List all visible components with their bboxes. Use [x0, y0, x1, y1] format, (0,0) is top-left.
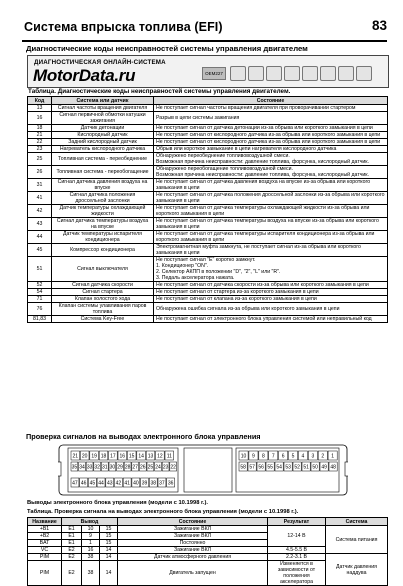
result-cell: 2.2-3.1 В	[268, 554, 326, 561]
code-cell: 54	[28, 289, 52, 296]
pin-number: 24	[155, 464, 161, 471]
ecu-signal-table	[27, 517, 388, 586]
system-cell: Топливная система - переобогащение	[52, 166, 154, 179]
col-header-code: Код	[28, 97, 52, 105]
signal-cell: Зажигание ВКЛ	[118, 533, 268, 540]
signal-cell: Постоянно	[118, 540, 268, 547]
pin-number: 4	[301, 453, 305, 460]
code-cell: 22	[28, 139, 52, 146]
state-cell: Не поступает сигнал "Е" коротко замкнут. 1. Кондиционер "ON". 2. Селектор АКПП в положении "D", "2", "L" или "R". 3. Педаль акселератора нажата.	[154, 257, 388, 282]
system-cell: Сигнал частоты вращения двигателя	[52, 105, 154, 112]
state-cell: Не поступает сигнал от датчика температуры охлаждающей жидкости из-за обрыва или короткого замыкания в цепи	[154, 205, 388, 218]
system-cell: Компрессор кондиционера	[52, 244, 154, 257]
system-cell: Сигнал датчика давления воздуха на впуске	[52, 179, 154, 192]
signal-cell: E1	[62, 526, 82, 533]
system-cell: Система питания	[326, 526, 388, 554]
pin-number: 47	[72, 480, 78, 487]
system-cell: Сигнал датчика положения дроссельной заслонки	[52, 192, 154, 205]
system-cell: Клапан системы улавливания паров топлива	[52, 303, 154, 316]
col-header-system: Система	[326, 518, 388, 526]
signal-cell: 16	[82, 547, 100, 554]
ecu-connector-diagram	[58, 444, 348, 496]
page-title: Система впрыска топлива (EFI)	[24, 20, 223, 34]
signal-cell: VC	[28, 547, 62, 554]
section2-title: Проверка сигналов на выводах электронного блока управления	[26, 432, 261, 441]
pin-number: 3	[311, 453, 315, 460]
page-header	[22, 18, 387, 42]
code-cell: 76	[28, 303, 52, 316]
state-cell: Обнаружено переобеднение топливовоздушной смеси. Возможная причина неисправности: давление топлива, форсунка, кислородный датчик.	[154, 153, 388, 166]
signal-cell: 14	[100, 547, 118, 554]
system-cell: Датчик детонации	[52, 125, 154, 132]
table-row	[28, 132, 388, 139]
state-cell: Не поступает сигнал от датчика температуры воздуха на впуске из-за обрыва или короткого замыкания в цепи	[154, 218, 388, 231]
signal-cell: 38	[82, 554, 100, 561]
pin-number: 9	[252, 453, 255, 460]
pin-number: 12	[157, 453, 163, 460]
col-header-name: Название	[28, 518, 62, 526]
signal-cell: Зажигание ВКЛ	[118, 526, 268, 533]
connector-caption: Выводы электронного блока управления (модели с 10.1998 г.).	[27, 500, 209, 506]
system-cell: Сигнал датчика скорости	[52, 282, 154, 289]
signal-cell: +B2	[28, 533, 62, 540]
state-cell: Не поступает сигнал от датчика температуры испарителя кондиционера из-за обрыва или короткого замыкания в цепи	[154, 231, 388, 244]
signal-cell: 14	[100, 554, 118, 561]
signal-cell: BAT	[28, 540, 62, 547]
diagnostic-codes-table	[27, 96, 388, 323]
pin-number: 52	[294, 464, 300, 471]
pin-number: 55	[267, 464, 273, 471]
state-cell: Не поступает сигнал от датчика положения дроссельной заслонки из-за обрыва или короткого замыкания в цепи	[154, 192, 388, 205]
state-cell: Не поступает сигнал частоты вращения двигателя при проворачивании стартером	[154, 105, 388, 112]
pin-number: 43	[106, 480, 113, 487]
pin-number: 36	[167, 480, 174, 487]
system-cell: Сигнал выключателя	[52, 257, 154, 282]
pin-number: 21	[72, 453, 79, 460]
state-cell: Обнаружена ошибка сигнала из-за обрыва или короткого замыкания в цепи	[154, 303, 388, 316]
page-number: 83	[371, 18, 387, 33]
signal-cell: 38	[82, 561, 100, 586]
pin-number: 25	[147, 464, 154, 471]
pin-number: 18	[100, 453, 107, 460]
signal-cell: 9	[82, 533, 100, 540]
signal-cell: E2	[62, 547, 82, 554]
code-cell: 43	[28, 218, 52, 231]
signal-cell: E1	[62, 533, 82, 540]
table-row	[28, 166, 388, 179]
car-icon	[284, 66, 300, 81]
pin-number: 42	[115, 480, 122, 487]
table-row	[28, 282, 388, 289]
code-cell: 21	[28, 132, 52, 139]
state-cell: Не поступает сигнал от датчика детонации из-за обрыва или короткого замыкания в цепи	[154, 125, 388, 132]
pin-number: 49	[321, 464, 327, 471]
table-row	[28, 289, 388, 296]
table-row	[28, 554, 388, 561]
pin-number: 31	[102, 464, 108, 471]
table1-caption: Таблица. Диагностические коды неисправностей системы управления двигателем.	[28, 88, 291, 95]
pin-number: 16	[119, 453, 126, 460]
code-cell: 44	[28, 231, 52, 244]
pin-number: 34	[79, 464, 85, 471]
battery-icon	[338, 66, 354, 81]
code-cell: 23	[28, 146, 52, 153]
pin-number: 8	[261, 453, 265, 460]
pin-number: 5	[291, 453, 295, 460]
system-cell: Сигнал стартера	[52, 289, 154, 296]
col-header-result: Результат	[268, 518, 326, 526]
table-row	[28, 316, 388, 323]
code-cell: 71	[28, 296, 52, 303]
signal-cell: Датчик атмосферного давления	[118, 554, 268, 561]
pin-number: 30	[109, 464, 116, 471]
col-header-pin: Вывод	[62, 518, 118, 526]
pin-number: 10	[240, 453, 247, 460]
state-cell: Не поступает сигнал от кислородного датчика из-за обрыва или короткого замыкания в цепи	[154, 132, 388, 139]
body-icon	[356, 66, 372, 81]
pin-number: 7	[271, 453, 275, 460]
table-row	[28, 205, 388, 218]
table-row	[28, 105, 388, 112]
signal-cell: 15	[100, 533, 118, 540]
state-cell: Обнаружено переобогащение топливовоздушной смеси. Возможная причина неисправности: давление топлива, форсунка, кислородный датчик.	[154, 166, 388, 179]
pin-number: 14	[138, 453, 144, 460]
table-row	[28, 296, 388, 303]
col-header-condition: Состояние	[118, 518, 268, 526]
code-cell: 13	[28, 105, 52, 112]
pin-number: 41	[124, 480, 130, 487]
code-cell: 18	[28, 125, 52, 132]
state-cell: Не поступает сигнал от клапана из-за короткого замыкания в цепи	[154, 296, 388, 303]
state-cell: Не поступает сигнал от датчика давления воздуха на впуске из-за обрыва или короткого замыкания в цепи	[154, 179, 388, 192]
section-title: Диагностические коды неисправностей системы управления двигателем	[26, 44, 308, 53]
pin-number: 44	[98, 480, 104, 487]
motordata-banner	[27, 55, 389, 88]
pin-number: 51	[303, 464, 309, 471]
pin-number: 6	[281, 453, 285, 460]
table-row	[28, 231, 388, 244]
pin-number: 37	[159, 480, 165, 487]
system-cell: Сигнал датчика температуры воздуха на впуске	[52, 218, 154, 231]
signal-cell: 15	[100, 540, 118, 547]
code-cell: 31	[28, 179, 52, 192]
state-cell: Не поступает сигнал от стартера из-за короткого замыкания в цепи	[154, 289, 388, 296]
table-row	[28, 244, 388, 257]
table2-caption: Таблица. Проверка сигнала на выводах электронного блока управления (модели с 10.1998 г.).	[27, 509, 299, 515]
pin-number: 13	[147, 453, 154, 460]
table-row	[28, 257, 388, 282]
state-cell: Электромагнитная муфта замкнута, не поступает сигнал из-за обрыва или короткого замыкания в цепи	[154, 244, 388, 257]
table-row	[28, 218, 388, 231]
signal-cell: 14	[100, 561, 118, 586]
system-cell: Топливная система - переобеднение	[52, 153, 154, 166]
table-row	[28, 153, 388, 166]
table-row	[28, 112, 388, 125]
code-cell: 52	[28, 282, 52, 289]
col-header-system: Система или датчик	[52, 97, 154, 105]
pin-number: 39	[141, 480, 148, 487]
signal-cell: PIM	[28, 554, 62, 561]
state-cell: Не поступает сигнал от датчика скорости из-за обрыва или короткого замыкания в цепи	[154, 282, 388, 289]
table-row	[28, 125, 388, 132]
system-cell: Клапан холостого хода	[52, 296, 154, 303]
pin-number: 53	[285, 464, 291, 471]
state-cell: Не поступает сигнал от электронного блока управления системой или неправильный код	[154, 316, 388, 323]
pin-number: 58	[240, 464, 246, 471]
pin-number: 48	[330, 464, 336, 471]
pin-number: 1	[331, 453, 335, 460]
result-cell: 12-14 В	[268, 526, 326, 547]
system-cell: Сигнал первичной обмотки катушки зажигания	[52, 112, 154, 125]
engine-icon	[248, 66, 264, 81]
signal-cell: 1	[82, 540, 100, 547]
pin-number: 19	[91, 453, 97, 460]
signal-cell: Двигатель запущен	[118, 561, 268, 586]
signal-cell: Зажигание ВКЛ	[118, 547, 268, 554]
pin-number: 27	[132, 464, 138, 471]
signal-cell: E1	[62, 540, 82, 547]
pin-number: 57	[249, 464, 255, 471]
pin-number: 38	[150, 480, 157, 487]
pin-number: 20	[81, 453, 88, 460]
banner-caption: ДИАГНОСТИЧЕСКАЯ ОНЛАЙН-СИСТЕМА	[34, 59, 166, 66]
tool-icon	[230, 66, 246, 81]
pin-number: 40	[133, 480, 139, 487]
signal-cell: E2	[62, 554, 82, 561]
pin-number: 50	[312, 464, 318, 471]
pin-number: 45	[89, 480, 96, 487]
pin-number: 2	[321, 453, 325, 460]
pin-number: 32	[94, 464, 100, 471]
system-cell: Кислородный датчик	[52, 132, 154, 139]
pin-number: 46	[80, 480, 87, 487]
pin-number: 29	[117, 464, 123, 471]
state-cell: Обрыв или короткое замыкание в цепи нагревателя кислородного датчика	[154, 146, 388, 153]
table-row	[28, 146, 388, 153]
pin-number: 56	[258, 464, 264, 471]
gear-icon	[266, 66, 282, 81]
wrench-icon	[302, 66, 318, 81]
result-cell: 4.5-5.5 В	[268, 547, 326, 554]
table-row	[28, 139, 388, 146]
oem-stamp: OEM227	[202, 67, 226, 80]
code-cell: 45	[28, 244, 52, 257]
system-cell: Задний кислородный датчик	[52, 139, 154, 146]
code-cell: 16	[28, 112, 52, 125]
state-cell: Разрыв в цепи системы зажигания	[154, 112, 388, 125]
table-row	[28, 192, 388, 205]
signal-cell: E2	[62, 561, 82, 586]
code-cell: 81,83	[28, 316, 52, 323]
result-cell: Изменяется в зависимости от положения акселератора	[268, 561, 326, 586]
pin-number: 17	[110, 453, 116, 460]
pin-number: 23	[162, 464, 169, 471]
table-row	[28, 303, 388, 316]
code-cell: 51	[28, 257, 52, 282]
signal-cell: +B1	[28, 526, 62, 533]
system-cell: Датчик температуры испарителя кондиционера	[52, 231, 154, 244]
wiring-icon	[320, 66, 336, 81]
table-row	[28, 526, 388, 533]
pin-number: 28	[124, 464, 131, 471]
table-row	[28, 179, 388, 192]
state-cell: Не поступает сигнал от кислородного датчика из-за обрыва или короткого замыкания в цепи	[154, 139, 388, 146]
signal-cell: 10	[82, 526, 100, 533]
pin-number: 33	[86, 464, 93, 471]
system-cell: Датчик температуры охлаждающей жидкости	[52, 205, 154, 218]
system-cell: Датчик давления наддува	[326, 554, 388, 586]
col-header-state: Состояние	[154, 97, 388, 105]
pin-number: 22	[170, 464, 176, 471]
system-cell: Нагреватель кислородного датчика	[52, 146, 154, 153]
code-cell: 41	[28, 192, 52, 205]
pin-number: 26	[140, 464, 146, 471]
system-cell: Система Key-Free	[52, 316, 154, 323]
signal-cell: 15	[100, 526, 118, 533]
motordata-logo: MotorData.ru	[33, 66, 136, 85]
pin-number: 15	[128, 453, 135, 460]
pin-number: 11	[166, 453, 172, 460]
code-cell: 42	[28, 205, 52, 218]
signal-cell: PIM	[28, 561, 62, 586]
code-cell: 26	[28, 166, 52, 179]
pin-number: 54	[276, 464, 282, 471]
code-cell: 25	[28, 153, 52, 166]
pin-number: 35	[71, 464, 78, 471]
